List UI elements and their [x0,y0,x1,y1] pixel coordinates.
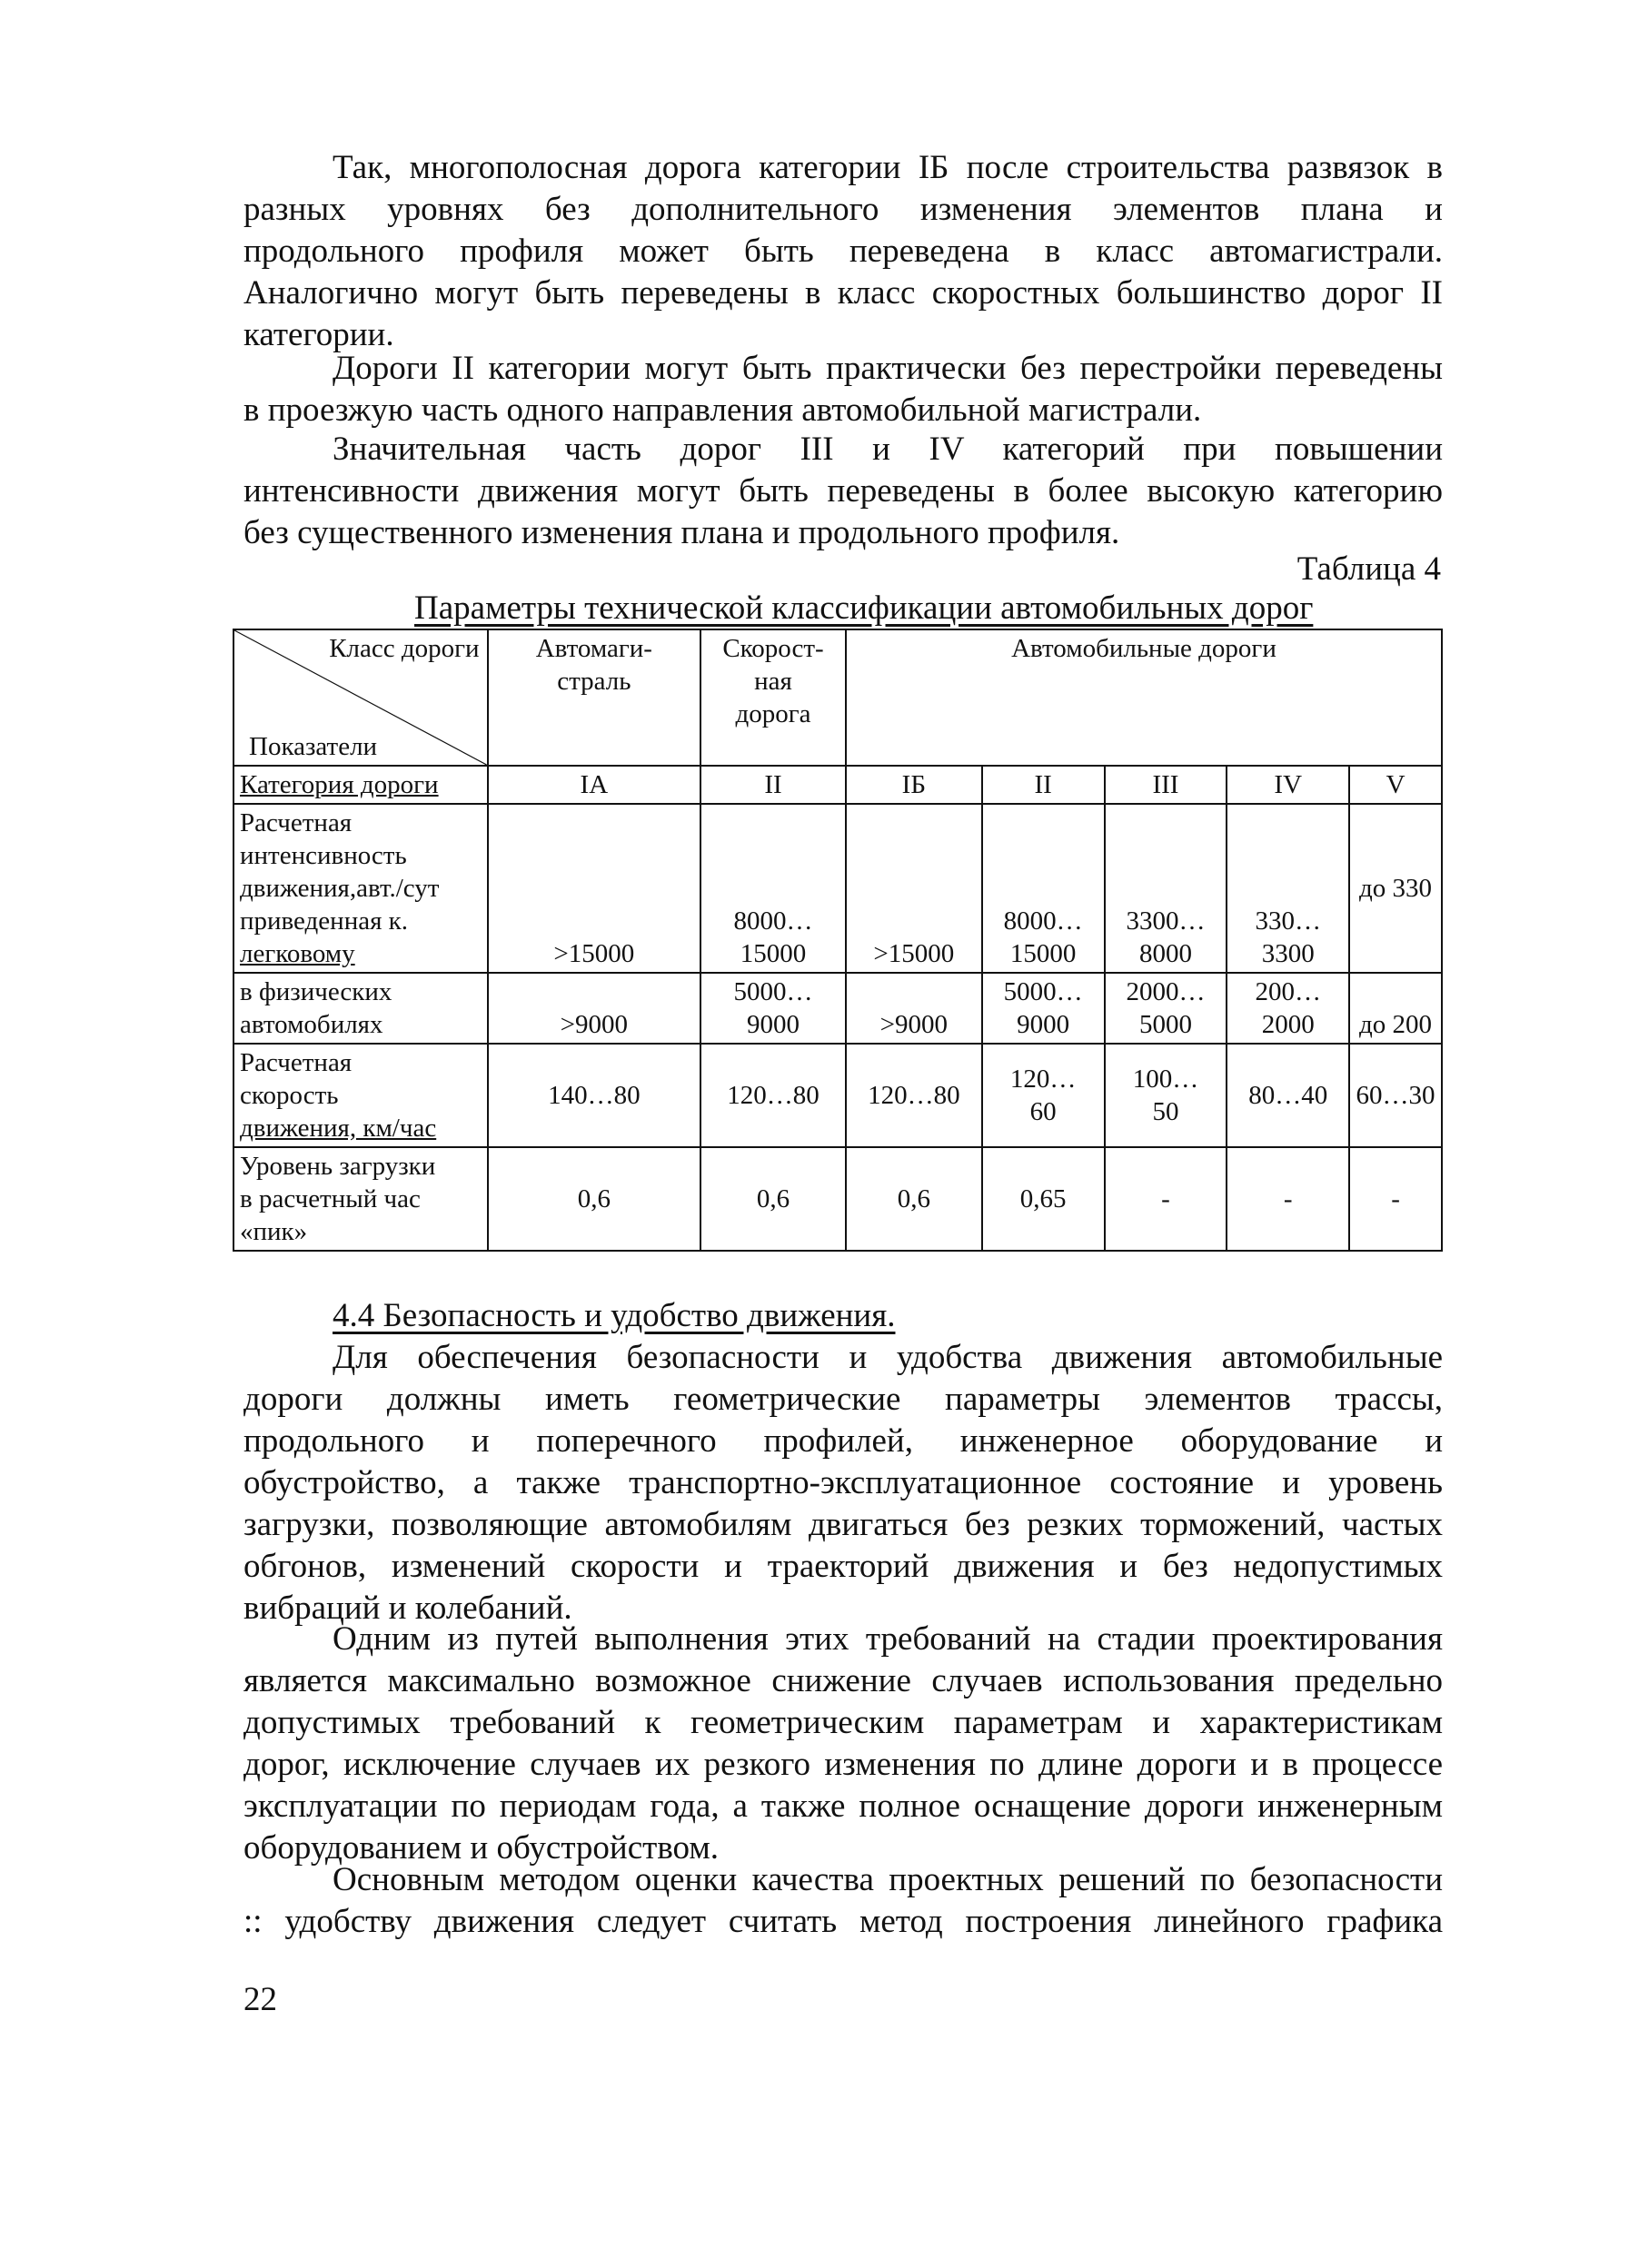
data-cell: 120… 60 [982,1044,1105,1147]
data-cell: 0,6 [846,1147,982,1251]
data-cell: 8000… 15000 [982,804,1105,973]
paragraph-line: обгонов, изменений скорости и траекторий движения и без недопустимых [243,1548,1443,1585]
classification-table [233,629,1443,1252]
paragraph-line: продольного профиля может быть переведена в класс автомагистрали. [243,233,1443,270]
category-cell: IA [488,766,701,804]
paragraph-line: без существенного изменения плана и продольного профиля. [243,514,1120,551]
table-label: Таблица 4 [1296,550,1441,588]
data-cell: >15000 [488,804,701,973]
table-row [233,1147,1442,1251]
data-cell: до 200 [1349,973,1442,1044]
data-cell: 5000… 9000 [700,973,846,1044]
category-cell: II [982,766,1105,804]
data-cell: >9000 [488,973,701,1044]
header-express-road: Скорост- ная дорога [700,629,846,766]
paragraph-line: категории. [243,316,394,353]
row-label: Расчетная скорость движения, км/час [233,1044,488,1147]
data-cell: до 330 [1349,804,1442,973]
row-label: Уровень загрузки в расчетный час «пик» [233,1147,488,1251]
data-cell: 120…80 [700,1044,846,1147]
table-row [233,973,1442,1044]
data-cell: 0,6 [488,1147,701,1251]
section-title: 4.4 Безопасность и удобство движения. [333,1297,896,1334]
paragraph-line: продольного и поперечного профилей, инженерное оборудование и [243,1422,1443,1460]
data-cell: - [1105,1147,1227,1251]
data-cell: 3300… 8000 [1105,804,1227,973]
paragraph-line: разных уровнях без дополнительного изменения элементов плана и [243,191,1443,228]
paragraph-line: Так, многополосная дорога категории IБ после строительства развязок в [333,149,1443,186]
paragraph-line: эксплуатации по периодам года, а также полное оснащение дороги инженерным [243,1788,1443,1825]
paragraph-line: Значительная часть дорог III и IV категорий при повышении [333,431,1443,468]
paragraph-line: обустройство, а также транспортно-эксплуатационное состояние и уровень [243,1464,1443,1501]
header-roads: Автомобильные дороги [846,629,1442,766]
paragraph-line: :: удобству движения следует считать метод построения линейного графика [243,1903,1443,1940]
paragraph-line: вибраций и колебаний. [243,1590,572,1627]
paragraph-line: Аналогично могут быть переведены в класс скоростных большинство дорог II [243,274,1443,312]
table-row [233,1044,1442,1147]
header-motorway: Автомаги- страль [488,629,701,766]
paragraph-line: загрузки, позволяющие автомобилям двигаться без резких торможений, частых [243,1506,1443,1543]
category-row-label: Категория дороги [233,766,488,804]
paragraph-6 [243,1859,1443,1943]
paragraph-line: в проезжую часть одного направления автомобильной магистрали. [243,391,1202,429]
data-cell: 100… 50 [1105,1044,1227,1147]
data-cell: 2000… 5000 [1105,973,1227,1044]
corner-header-cell [233,629,488,766]
paragraph-2 [243,348,1443,431]
category-cell: IV [1227,766,1349,804]
data-cell: 330… 3300 [1227,804,1349,973]
corner-indicators-label: Показатели [249,732,378,761]
paragraph-line: дороги должны иметь геометрические параметры элементов трассы, [243,1381,1443,1418]
data-cell: >9000 [846,973,982,1044]
data-cell: 80…40 [1227,1044,1349,1147]
category-cell: III [1105,766,1227,804]
data-cell: 200… 2000 [1227,973,1349,1044]
page-number: 22 [243,1981,277,2018]
data-cell: 120…80 [846,1044,982,1147]
table-header-row [233,629,1442,766]
data-cell: 0,65 [982,1147,1105,1251]
paragraph-5 [243,1619,1443,1869]
category-cell: IБ [846,766,982,804]
data-cell: 5000… 9000 [982,973,1105,1044]
row-label: Расчетная интенсивность движения,авт./сут приведенная к. легковому [233,804,488,973]
paragraph-line: Дороги II категории могут быть практически без перестройки переведены [333,350,1443,387]
paragraph-line: является максимально возможное снижение случаев использования предельно [243,1662,1443,1699]
data-cell: - [1227,1147,1349,1251]
data-cell: >15000 [846,804,982,973]
data-cell: 8000… 15000 [700,804,846,973]
category-cell: II [700,766,846,804]
paragraph-1 [243,147,1443,356]
data-cell: 60…30 [1349,1044,1442,1147]
paragraph-3 [243,429,1443,554]
table-caption: Параметры технической классификации автомобильных дорог [414,589,1314,627]
paragraph-line: дорог, исключение случаев их резкого изменения по длине дороги и в процессе [243,1746,1443,1783]
paragraph-line: Одним из путей выполнения этих требований на стадии проектирования [333,1620,1443,1658]
paragraph-line: оборудованием и обустройством. [243,1829,720,1867]
paragraph-line: Основным методом оценки качества проектных решений по безопасности [333,1861,1443,1898]
table-row [233,804,1442,973]
data-cell: - [1349,1147,1442,1251]
paragraph-line: интенсивности движения могут быть переведены в более высокую категорию [243,472,1443,510]
row-label: в физических автомобилях [233,973,488,1044]
paragraph-line: допустимых требований к геометрическим параметрам и характеристикам [243,1704,1443,1741]
paragraph-4 [243,1337,1443,1629]
category-row [233,766,1442,804]
category-cell: V [1349,766,1442,804]
paragraph-line: Для обеспечения безопасности и удобства движения автомобильные [333,1339,1443,1376]
corner-class-label: Класс дороги [329,634,480,663]
data-cell: 140…80 [488,1044,701,1147]
data-cell: 0,6 [700,1147,846,1251]
